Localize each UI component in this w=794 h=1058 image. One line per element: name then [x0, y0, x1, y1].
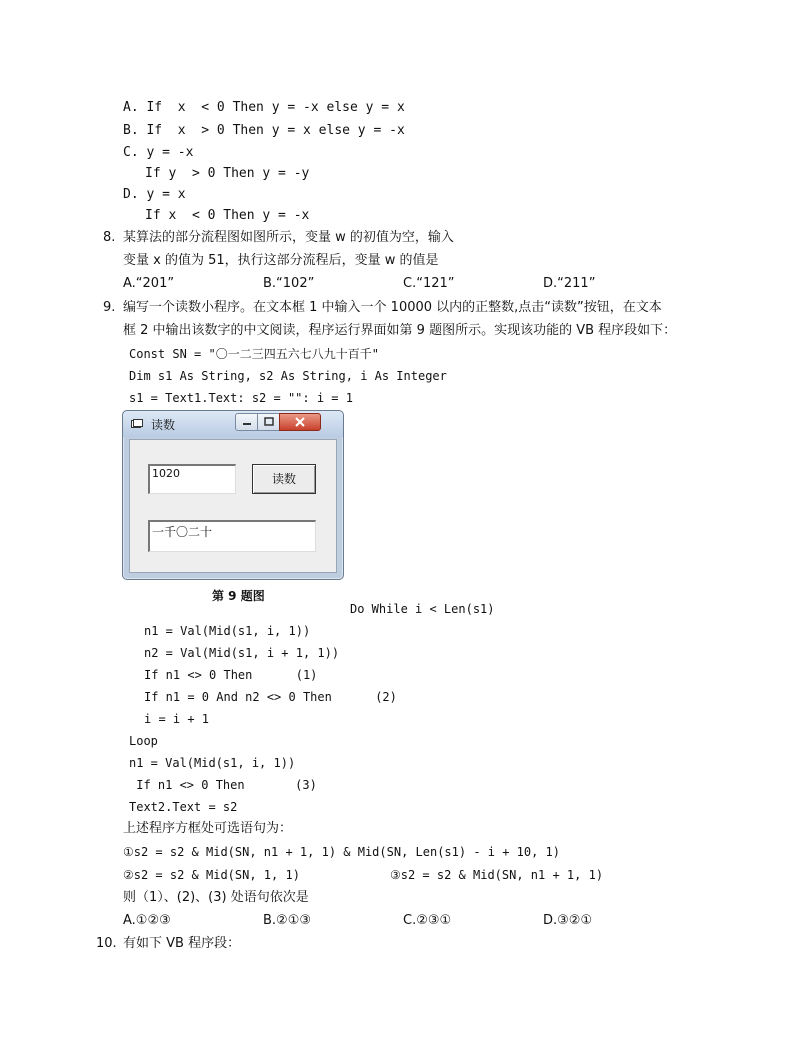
code-line-blank1: If n1 <> 0 Then (1) — [144, 668, 318, 682]
q7-option-c: C. y = -x — [123, 145, 194, 160]
read-number-button[interactable]: 读数 — [252, 464, 316, 494]
q9-stem-line1: 编写一个读数小程序。在文本框 1 中输入一个 10000 以内的正整数,点击“读数”按钮，在文本 — [123, 300, 662, 315]
q10-number: 10. — [96, 936, 117, 951]
code-line-n1-last: n1 = Val(Mid(s1, i, 1)) — [129, 756, 296, 770]
q8-option-c: C.“121” — [403, 276, 455, 291]
q7-option-c-line2: If y > 0 Then y = -y — [145, 166, 310, 181]
code-line-const: Const SN = "〇一二三四五六七八九十百千" — [129, 347, 379, 361]
form-icon — [131, 419, 143, 429]
q7-option-d-line2: If x < 0 Then y = -x — [145, 208, 310, 223]
code-line-loop: Loop — [129, 734, 158, 748]
form-client-area — [129, 439, 337, 573]
code-line-init: s1 = Text1.Text: s2 = "": i = 1 — [129, 391, 353, 405]
text2-output[interactable]: 一千〇二十 — [148, 520, 316, 552]
q8-stem-line2: 变量 x 的值为 51，执行这部分流程后，变量 w 的值是 — [123, 253, 439, 268]
vb-form-window — [122, 410, 344, 580]
window-title: 读数 — [151, 418, 176, 432]
close-icon — [280, 414, 320, 430]
q7-option-a: A. If x < 0 Then y = -x else y = x — [123, 100, 405, 115]
maximize-button[interactable] — [257, 413, 281, 431]
q9-number: 9. — [103, 300, 116, 315]
q8-stem-line1: 某算法的部分流程图如图所示，变量 w 的初值为空，输入 — [123, 230, 454, 245]
code-line-output: Text2.Text = s2 — [129, 800, 238, 814]
q10-stem: 有如下 VB 程序段： — [123, 936, 241, 951]
figure-caption: 第 9 题图 — [212, 589, 265, 603]
q8-option-b: B.“102” — [263, 276, 315, 291]
code-line-increment: i = i + 1 — [144, 712, 210, 726]
text1-input[interactable]: 1020 — [148, 464, 236, 494]
code-line-n1: n1 = Val(Mid(s1, i, 1)) — [144, 624, 311, 638]
minimize-button[interactable] — [235, 413, 259, 431]
code-line-blank3: If n1 <> 0 Then (3) — [129, 778, 317, 792]
window-title-bar[interactable] — [123, 411, 343, 437]
q9-option-a: A.①②③ — [123, 913, 171, 928]
maximize-icon — [258, 414, 280, 430]
close-button[interactable] — [279, 413, 321, 431]
q7-option-d: D. y = x — [123, 187, 186, 202]
q9-question: 则（1）、(2)、(3) 处语句依次是 — [123, 890, 309, 905]
q7-option-b: B. If x > 0 Then y = x else y = -x — [123, 123, 405, 138]
q9-stem-line2: 框 2 中输出该数字的中文阅读，程序运行界面如第 9 题图所示。实现该功能的 VB 程序段如下： — [123, 323, 677, 338]
q9-option-d: D.③②① — [543, 913, 593, 928]
choice-1: ①s2 = s2 & Mid(SN, n1 + 1, 1) & Mid(SN, Len(s1) - i + 10, 1) — [123, 845, 561, 859]
q9-option-c: C.②③① — [403, 913, 452, 928]
code-line-do-while: Do While i < Len(s1) — [350, 602, 495, 616]
code-line-dim: Dim s1 As String, s2 As String, i As Integer — [129, 369, 447, 383]
q9-option-b: B.②①③ — [263, 913, 312, 928]
code-line-blank2: If n1 = 0 And n2 <> 0 Then (2) — [144, 690, 397, 704]
minimize-icon — [236, 414, 258, 430]
code-line-n2: n2 = Val(Mid(s1, i + 1, 1)) — [144, 646, 340, 660]
choice-2: ②s2 = s2 & Mid(SN, 1, 1) — [123, 868, 300, 882]
choices-intro: 上述程序方框处可选语句为： — [123, 821, 293, 836]
choice-3: ③s2 = s2 & Mid(SN, n1 + 1, 1) — [390, 868, 604, 882]
q8-option-d: D.“211” — [543, 276, 596, 291]
q8-option-a: A.“201” — [123, 276, 175, 291]
q8-number: 8. — [103, 230, 116, 245]
